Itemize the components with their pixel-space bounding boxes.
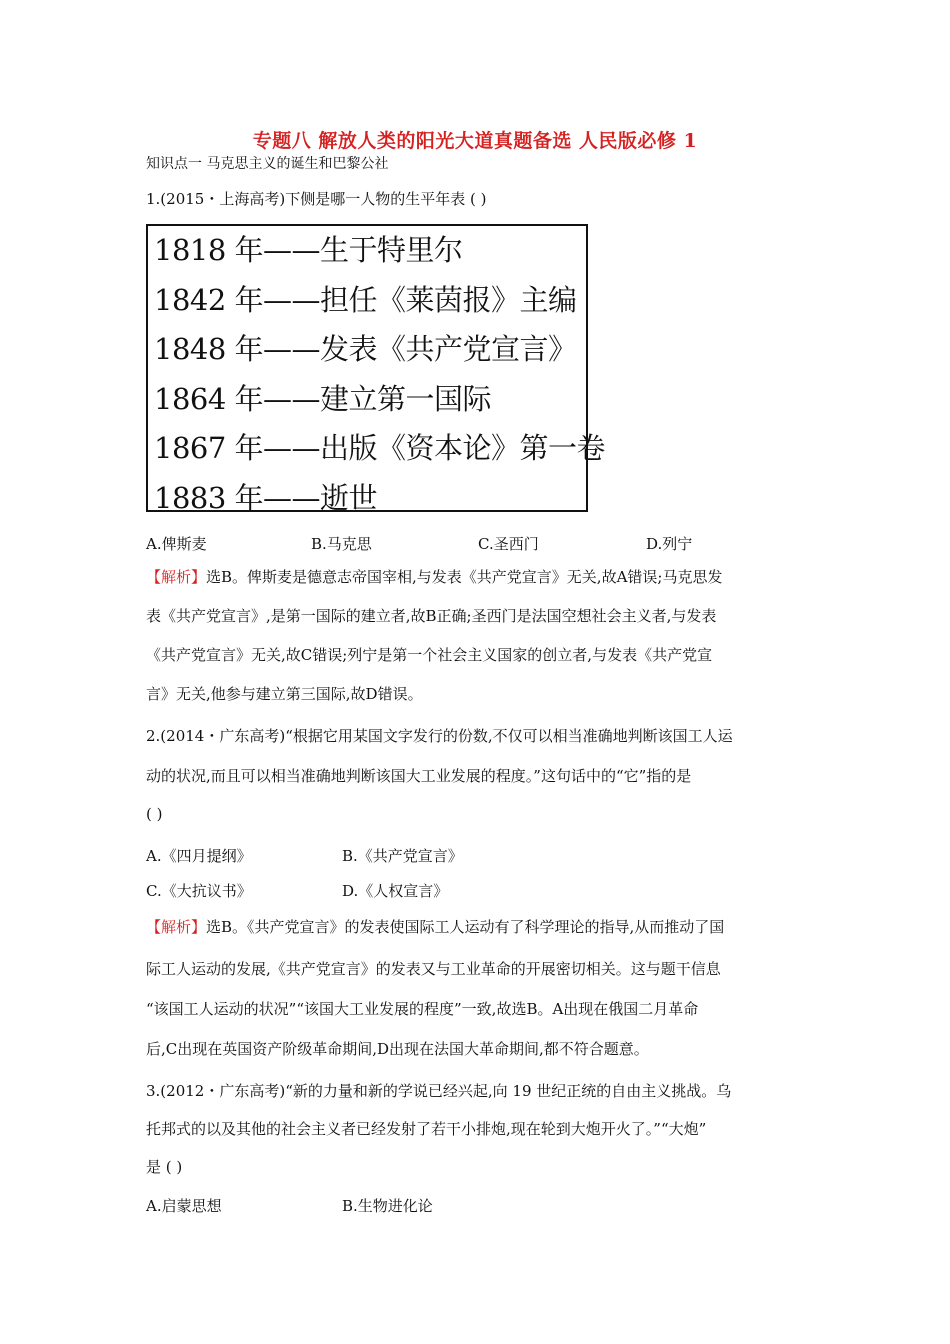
timeline-row: 1883 年——逝世 [154, 480, 378, 515]
question-3-stem: 托邦式的以及其他的社会主义者已经发射了若干小排炮,现在轮到大炮开火了。”“大炮” [146, 1120, 707, 1138]
timeline-row: 1867 年——出版《资本论》第一卷 [154, 431, 606, 465]
question-2-stem: 动的状况,而且可以相当准确地判断该国大工业发展的程度。”这句话中的“它”指的是 [146, 767, 692, 785]
question-3-stem: 是 ( ) [146, 1158, 183, 1176]
option-b: B.马克思 [311, 535, 372, 553]
analysis-tag: 【解析】 [146, 568, 207, 586]
analysis-2-line [146, 916, 724, 937]
analysis-text: 选B。《共产党宣言》的发表使国际工人运动有了科学理论的指导,从而推动了国 [206, 918, 725, 936]
question-3-stem: 3.(2012・广东高考)“新的力量和新的学说已经兴起,向 19 世纪正统的自由主义挑战。乌 [146, 1082, 732, 1100]
option-a: A.俾斯麦 [146, 535, 207, 553]
analysis-1-line: 表《共产党宣言》,是第一国际的建立者,故B正确;圣西门是法国空想社会主义者,与发表 [146, 607, 717, 625]
section-heading: 知识点一 马克思主义的诞生和巴黎公社 [146, 156, 389, 172]
analysis-1-line: 《共产党宣言》无关,故C错误;列宁是第一个社会主义国家的创立者,与发表《共产党宣 [146, 646, 713, 664]
timeline-row: 1818 年——生于特里尔 [154, 233, 463, 267]
question-2-stem: 2.(2014・广东高考)“根据它用某国文字发行的份数,不仅可以相当准确地判断该国工人运 [146, 727, 733, 745]
option-b: B.《共产党宣言》 [342, 847, 463, 865]
analysis-tag: 【解析】 [146, 918, 207, 936]
analysis-2-line: 际工人运动的发展,《共产党宣言》的发表又与工业革命的开展密切相关。这与题干信息 [146, 960, 721, 978]
timeline-row: 1848 年——发表《共产党宣言》 [154, 332, 577, 366]
analysis-text: 选B。俾斯麦是德意志帝国宰相,与发表《共产党宣言》无关,故A错误;马克思发 [206, 568, 723, 586]
analysis-2-line: 后,C出现在英国资产阶级革命期间,D出现在法国大革命期间,都不符合题意。 [146, 1040, 649, 1058]
analysis-1-line: 言》无关,他参与建立第三国际,故D错误。 [146, 685, 423, 703]
analysis-1-line [146, 566, 722, 587]
option-c: C.圣西门 [478, 535, 539, 553]
option-a: A.《四月提纲》 [146, 847, 252, 865]
question-2-stem: ( ) [146, 805, 163, 823]
option-d: D.列宁 [646, 535, 693, 553]
option-d: D.《人权宣言》 [342, 882, 449, 900]
option-a: A.启蒙思想 [146, 1197, 222, 1215]
question-1-stem: 1.(2015・上海高考)下侧是哪一人物的生平年表 ( ) [146, 190, 487, 208]
timeline-row: 1864 年——建立第一国际 [154, 381, 492, 416]
analysis-2-line: “该国工人运动的状况”“该国大工业发展的程度”一致,故选B。A出现在俄国二月革命 [146, 1000, 699, 1018]
timeline-table [146, 224, 606, 515]
timeline-row: 1842 年——担任《莱茵报》主编 [154, 282, 577, 317]
page-title: 专题八 解放人类的阳光大道真题备选 人民版必修 1 [252, 130, 698, 152]
option-b: B.生物进化论 [342, 1197, 433, 1215]
option-c: C.《大抗议书》 [146, 882, 252, 900]
